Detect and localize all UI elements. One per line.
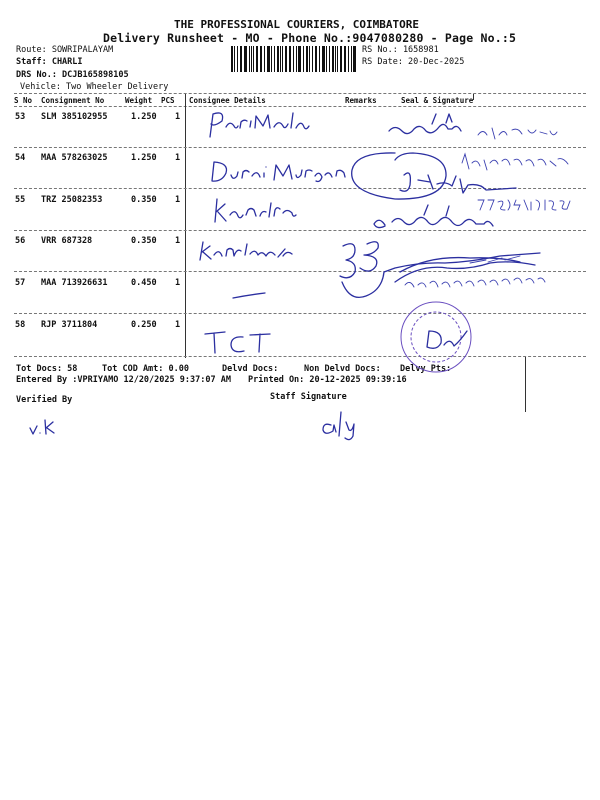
handwritten-consignee-55 xyxy=(215,199,296,222)
row-pcs: 1 xyxy=(175,320,181,330)
row-sno: 58 xyxy=(15,320,26,330)
non-delvd-docs: Non Delvd Docs: xyxy=(304,364,381,374)
seal-stamp xyxy=(401,302,471,372)
row-sno: 54 xyxy=(15,153,26,163)
route-label: Route: SOWRIPALAYAM xyxy=(16,45,114,55)
row-weight: 0.350 xyxy=(131,195,157,205)
staff-signature-label: Staff Signature xyxy=(270,392,347,402)
row-sno: 57 xyxy=(15,278,26,288)
printed-on: Printed On: 20-12-2025 09:39:16 xyxy=(248,375,407,385)
tot-docs: Tot Docs: 58 xyxy=(16,364,78,374)
rs-date: RS Date: 20-Dec-2025 xyxy=(362,57,465,67)
row-weight: 1.250 xyxy=(131,112,157,122)
handwritten-consignee-54 xyxy=(212,162,345,182)
row-pcs: 1 xyxy=(175,195,181,205)
handwritten-consignee-53 xyxy=(210,113,309,137)
row-weight: 0.350 xyxy=(131,236,157,246)
col-remarks: Remarks xyxy=(345,96,377,105)
col-weight: Weight xyxy=(125,96,153,105)
col-consignee: Consignee Details xyxy=(189,96,266,105)
row-consignment: RJP 3711804 xyxy=(41,320,98,330)
runsheet-subtitle: Delivery Runsheet - MO - Phone No.:9047080280 - Page No.:5 xyxy=(103,31,517,45)
rs-number: RS No.: 1658981 xyxy=(362,45,439,55)
handwritten-consignee-58 xyxy=(205,332,270,353)
row-pcs: 1 xyxy=(175,153,181,163)
delvd-docs: Delvd Docs: xyxy=(222,364,279,374)
row-sno: 56 xyxy=(15,236,26,246)
col-seal: Seal & Signature xyxy=(401,96,474,105)
tot-cod-amt: Tot COD Amt: 0.00 xyxy=(102,364,189,374)
row-pcs: 1 xyxy=(175,112,181,122)
drs-number: DRS No.: DCJB165898105 xyxy=(16,70,129,80)
signature-55 xyxy=(374,200,570,228)
row-consignment: MAA 713926631 xyxy=(41,278,108,288)
delvy-pts: Delvy Pts: xyxy=(400,364,452,374)
row-consignment: MAA 578263025 xyxy=(41,153,108,163)
col-pcs: PCS xyxy=(161,96,175,105)
verified-initials xyxy=(30,420,54,434)
vehicle-label: Vehicle: Two Wheeler Delivery xyxy=(20,82,169,92)
handwritten-dash-57 xyxy=(233,293,265,298)
entered-by: Entered By :VPRIYAMO 12/20/2025 9:37:07 AM xyxy=(16,375,231,385)
row-sno: 53 xyxy=(15,112,26,122)
verified-by-label: Verified By xyxy=(16,395,73,405)
signature-54 xyxy=(352,153,568,199)
col-consignment: Consignment No xyxy=(41,96,105,105)
company-title: THE PROFESSIONAL COURIERS, COIMBATORE xyxy=(174,18,420,31)
row-weight: 0.250 xyxy=(131,320,157,330)
row-weight: 1.250 xyxy=(131,153,157,163)
row-consignment: SLM 385102955 xyxy=(41,112,108,122)
staff-label: Staff: CHARLI xyxy=(16,57,83,67)
row-pcs: 1 xyxy=(175,278,181,288)
row-consignment: TRZ 25082353 xyxy=(41,195,103,205)
staff-initials xyxy=(323,412,354,440)
row-consignment: VRR 687328 xyxy=(41,236,93,246)
signature-53 xyxy=(389,114,557,139)
row-pcs: 1 xyxy=(175,236,181,246)
row-weight: 0.450 xyxy=(131,278,157,288)
col-sno: S No xyxy=(14,96,33,105)
handwritten-consignee-56 xyxy=(200,242,292,260)
signature-56-57 xyxy=(340,242,545,298)
row-sno: 55 xyxy=(15,195,26,205)
